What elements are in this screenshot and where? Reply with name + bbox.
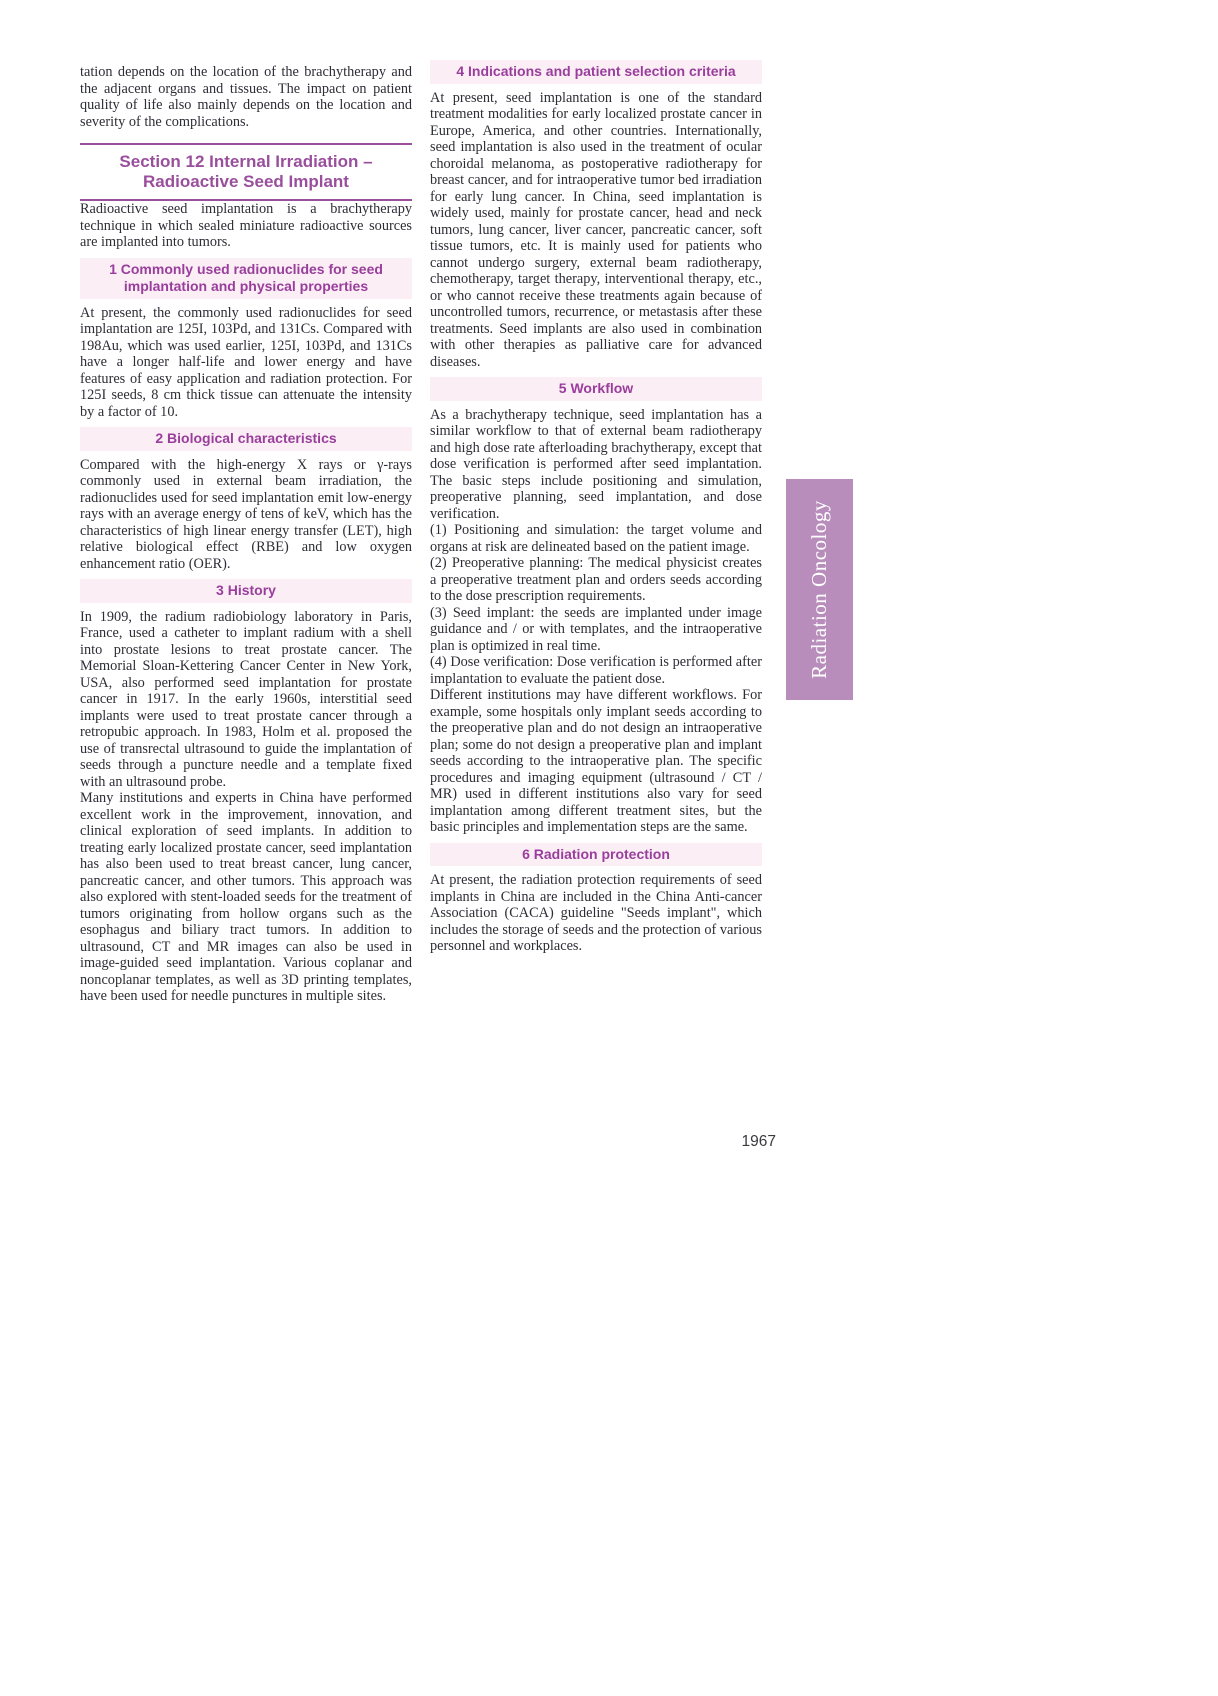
heading-workflow: 5 Workflow bbox=[430, 377, 762, 401]
chapter-thumb-tab bbox=[786, 479, 853, 700]
section-title bbox=[80, 152, 412, 192]
section-divider-top bbox=[80, 143, 412, 145]
heading-radionuclides: 1 Commonly used radionuclides for seed implantation and physical properties bbox=[80, 258, 412, 299]
heading-indications: 4 Indications and patient selection criteria bbox=[430, 60, 762, 84]
workflow-variation-paragraph: Different institutions may have different workflows. For example, some hospitals only implant seeds according to the preoperative plan and do not design an intraoperative plan; some do not design a preoperative plan and implant seeds according to the intraoperative plan. The specific procedures and imaging equipment (ultrasound / CT / MR) used in different institutions also vary for seed implantation among different treatment sites, but the basic principles and implementation steps are the same. bbox=[430, 687, 762, 835]
right-column bbox=[430, 60, 762, 955]
workflow-step-2: (2) Preoperative planning: The medical physicist creates a preoperative treatment plan and orders seeds according to the dose prescription requirements. bbox=[430, 555, 762, 604]
workflow-step-1: (1) Positioning and simulation: the target volume and organs at risk are delineated based on the patient image. bbox=[430, 522, 762, 555]
history-paragraph-1: In 1909, the radium radiobiology laboratory in Paris, France, used a catheter to implant radium with a shell into prostate lesions to treat prostate cancer. The Memorial Sloan-Kettering Cancer Center in New York, USA, also performed seed implantation for prostate cancer in 1917. In the early 1960s, interstitial seed implants were used to treat prostate cancer through a retropubic approach. In 1983, Holm et al. proposed the use of transrectal ultrasound to guide the implantation of seeds through a puncture needle and a template fixed with an ultrasound probe. bbox=[80, 608, 412, 790]
radionuclides-paragraph: At present, the commonly used radionuclides for seed implantation are 125I, 103Pd, and 131Cs. Compared with 198Au, which was used earlier, 125I, 103Pd, and 131Cs have a longer half-life and lower energy and have features of easy application and radiation protection. For 125I seeds, 8 cm thick tissue can attenuate the intensity by a factor of 10. bbox=[80, 304, 412, 420]
section-title-line1: Section 12 Internal Irradiation – bbox=[119, 152, 373, 171]
intro-paragraph: Radioactive seed implantation is a brachytherapy technique in which sealed miniature radioactive sources are implanted into tumors. bbox=[80, 201, 412, 250]
radiation-protection-paragraph: At present, the radiation protection requirements of seed implants in China are included in the China Anti-cancer Association (CACA) guideline "Seeds implant", which includes the storage of seeds and the protection of various personnel and workplaces. bbox=[430, 872, 762, 954]
indications-paragraph: At present, seed implantation is one of the standard treatment modalities for early localized prostate cancer in Europe, America, and other countries. Internationally, seed implantation is also used in the treatment of ocular choroidal melanoma, as postoperative radiotherapy for breast cancer, and for intraoperative tumor bed irradiation for early lung cancer. In China, seed implantation is widely used, mainly for prostate cancer, head and neck tumors, lung cancer, liver cancer, pancreatic cancer, soft tissue tumors, etc. It is mainly used for patients who cannot undergo surgery, external beam radiotherapy, chemotherapy, target therapy, interventional therapy, etc., or who cannot receive these treatments again because of uncontrolled tumors, recurrence, or metastasis after these treatments. Seed implants are also used in combination with other therapies as palliative care for advanced diseases. bbox=[430, 89, 762, 370]
biological-paragraph: Compared with the high-energy X rays or γ-rays commonly used in external beam irradiation, the radionuclides used for seed implantation emit low-energy rays with an average energy of tens of keV, which has the characteristics of high linear energy transfer (LET), high relative biological effect (RBE) and low oxygen enhancement ratio (OER). bbox=[80, 456, 412, 572]
heading-radiation-protection: 6 Radiation protection bbox=[430, 843, 762, 867]
section-title-block bbox=[80, 143, 412, 201]
chapter-tab-label: Radiation Oncology bbox=[807, 500, 832, 679]
workflow-intro-paragraph: As a brachytherapy technique, seed implantation has a similar workflow to that of external beam radiotherapy and high dose rate afterloading brachytherapy, except that dose verification is performed after seed implantation. The basic steps include positioning and simulation, preoperative planning, seed implantation, and dose verification. bbox=[430, 406, 762, 522]
workflow-step-3: (3) Seed implant: the seeds are implanted under image guidance and / or with templates, and the intraoperative plan is optimized in real time. bbox=[430, 604, 762, 654]
history-paragraph-2: Many institutions and experts in China have performed excellent work in the improvement, innovation, and clinical exploration of seed implants. In addition to treating early localized prostate cancer, seed implantation has also been used to treat breast cancer, lung cancer, pancreatic cancer, and other tumors. This approach was also explored with stent-loaded seeds for the treatment of tumors originating from hollow organs such as the esophagus and biliary tract tumors. In addition to ultrasound, CT and MR images can also be used in image-guided seed implantation. Various coplanar and noncoplanar templates, as well as 3D printing templates, have been used for needle punctures in multiple sites. bbox=[80, 790, 412, 1004]
heading-history: 3 History bbox=[80, 579, 412, 603]
section-title-line2: Radioactive Seed Implant bbox=[143, 172, 349, 191]
workflow-step-4: (4) Dose verification: Dose verification is performed after implantation to evaluate the patient dose. bbox=[430, 654, 762, 687]
heading-biological-characteristics: 2 Biological characteristics bbox=[80, 427, 412, 451]
page-number: 1967 bbox=[741, 1133, 776, 1150]
left-column bbox=[80, 64, 412, 1005]
continuation-paragraph: tation depends on the location of the brachytherapy and the adjacent organs and tissues. The impact on patient quality of life also mainly depends on the location and severity of the complications. bbox=[80, 64, 412, 130]
